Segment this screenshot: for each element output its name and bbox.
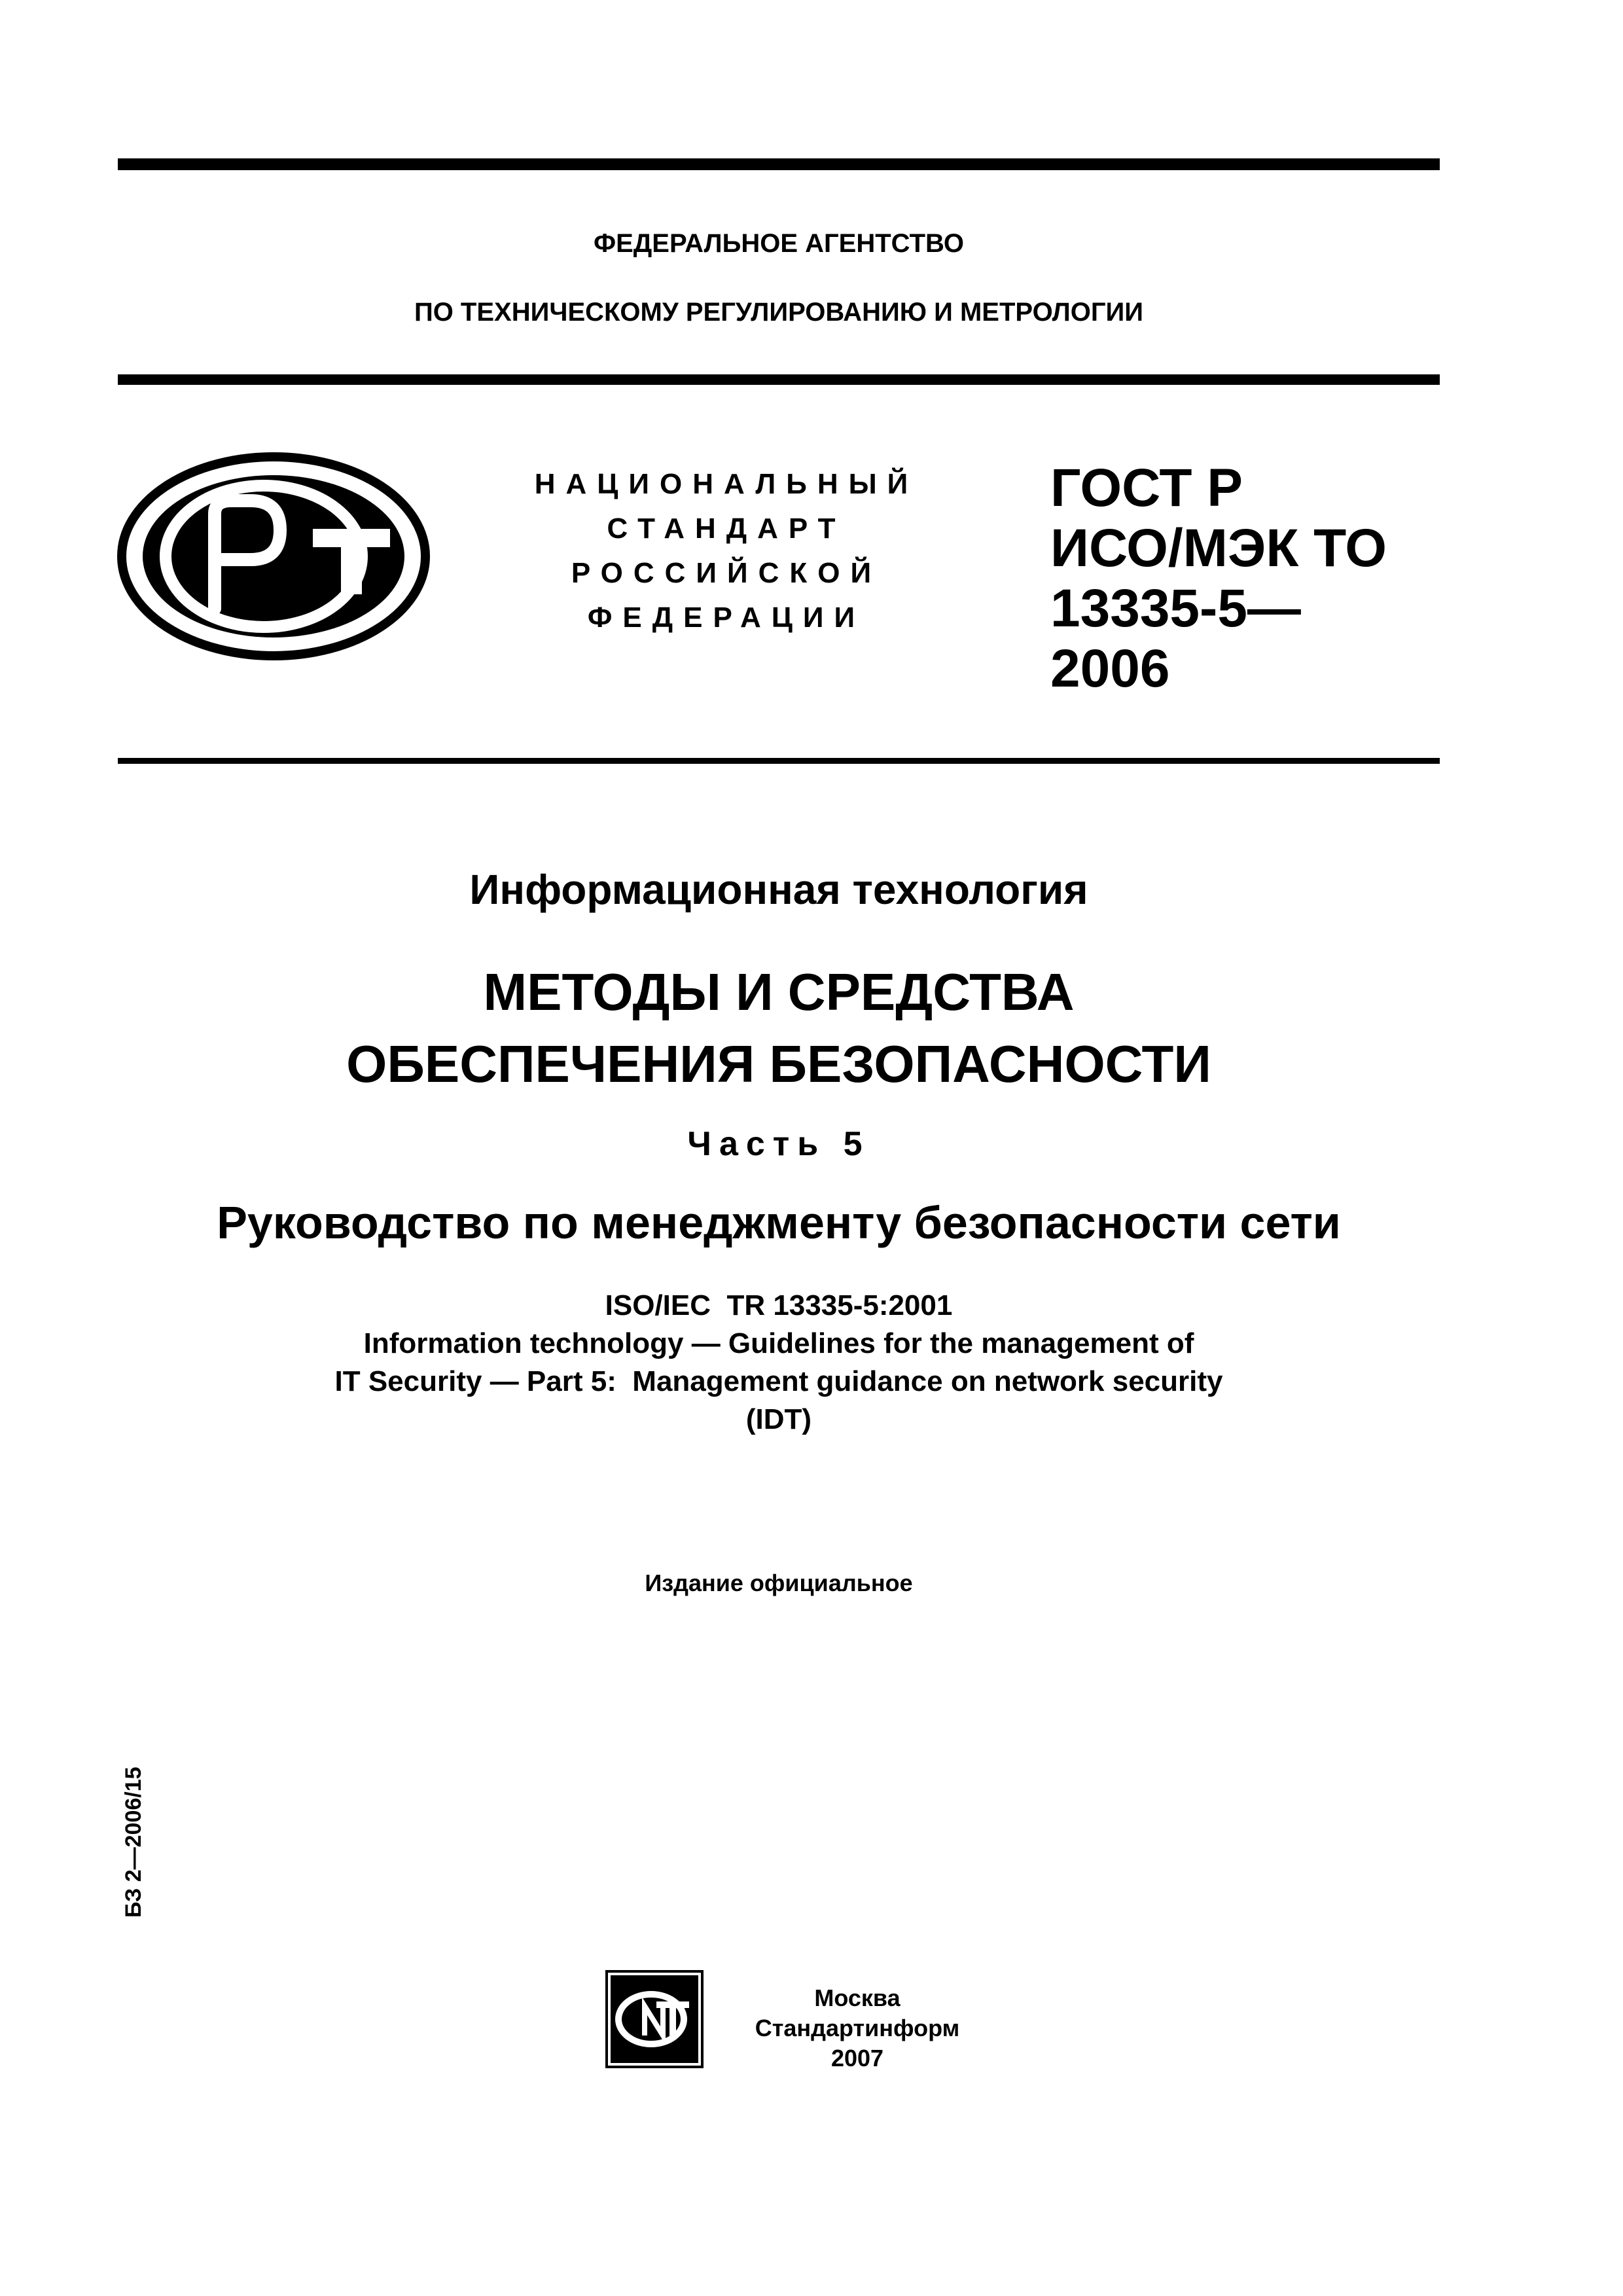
topic-title: Информационная технология: [469, 866, 1088, 913]
national-line-4: ФЕДЕРАЦИИ: [587, 601, 866, 634]
gost-line-2: ИСО/МЭК ТО: [1050, 518, 1387, 578]
agency-rule: [118, 374, 1440, 385]
rst-mark-icon: [116, 452, 431, 661]
side-code: БЗ 2—2006/15: [121, 1767, 146, 1918]
gost-line-3: 13335-5—: [1050, 579, 1301, 638]
edition-label: Издание официальное: [645, 1570, 913, 1596]
standard-rule: [118, 758, 1440, 764]
iso-line-4: (IDT): [745, 1403, 812, 1435]
gost-line-4: 2006: [1050, 639, 1170, 698]
part-label: Часть 5: [687, 1125, 870, 1163]
agency-line-1: ФЕДЕРАЛЬНОЕ АГЕНТСТВО: [593, 229, 965, 258]
agency-line-2: ПО ТЕХНИЧЕСКОМУ РЕГУЛИРОВАНИЮ И МЕТРОЛОГИИ: [414, 298, 1144, 327]
publisher-name: Стандартинформ: [755, 2015, 960, 2041]
national-line-1: НАЦИОНАЛЬНЫЙ: [534, 468, 919, 500]
publisher-city: Москва: [814, 1984, 901, 2011]
iso-line-2: Information technology — Guidelines for the management of: [363, 1327, 1194, 1359]
gost-designation: [1050, 458, 1417, 699]
publisher-block: [726, 1983, 988, 2073]
top-rule: [118, 158, 1440, 170]
subtitle: Руководство по менеджменту безопасности сети: [217, 1197, 1341, 1248]
publisher-year: 2007: [830, 2045, 884, 2072]
main-title-line-1: МЕТОДЫ И СРЕДСТВА: [483, 963, 1075, 1021]
gost-line-1: ГОСТ Р: [1050, 458, 1243, 518]
national-line-3: РОССИЙСКОЙ: [571, 557, 882, 589]
iso-line-3: IT Security — Part 5: Management guidance on network security: [334, 1365, 1223, 1397]
iso-line-1: ISO/IEC TR 13335-5:2001: [605, 1289, 953, 1321]
main-title-line-2: ОБЕСПЕЧЕНИЯ БЕЗОПАСНОСТИ: [346, 1035, 1211, 1093]
national-line-2: СТАНДАРТ: [607, 512, 846, 545]
national-standard-label: [497, 462, 955, 640]
sti-logo-icon: [605, 1970, 704, 2068]
